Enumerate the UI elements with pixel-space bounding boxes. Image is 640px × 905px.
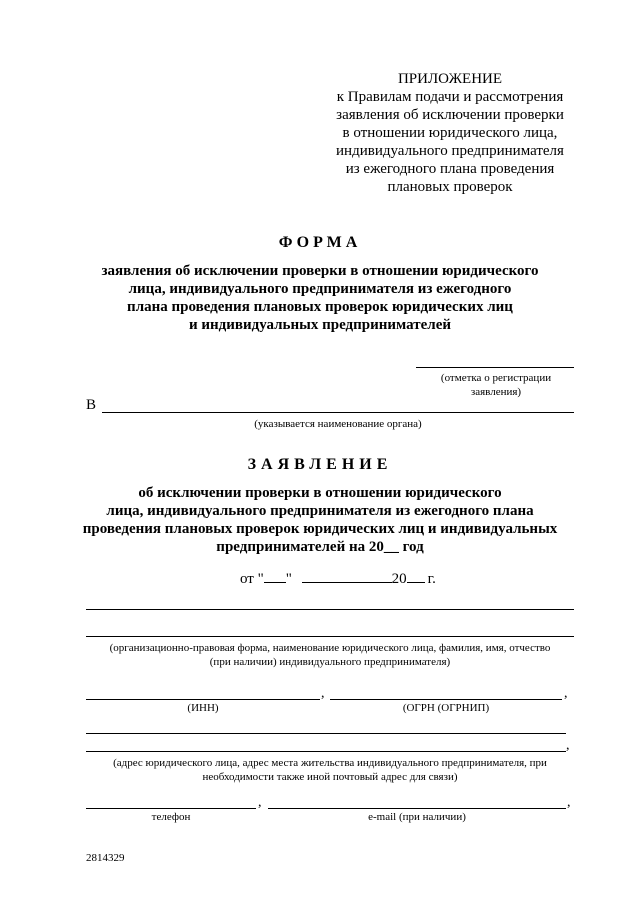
appendix-line: плановых проверок [387,179,513,195]
appendix-line: индивидуального предпринимателя [336,143,564,159]
date-from-label: от " [240,571,264,587]
address-field-line-2[interactable] [86,751,566,752]
registration-mark-caption [420,371,572,399]
statement-subtitle-line: лица, индивидуального предпринимателя из ежегодного плана [106,503,534,519]
form-subtitle-line: плана проведения плановых проверок юридических лиц [127,299,513,315]
phone-field[interactable] [86,808,256,809]
date-day-field[interactable] [264,568,286,583]
appendix-line: заявления об исключении проверки [336,107,564,123]
date-year-prefix: 20 [391,571,407,587]
statement-subtitle-line: проведения плановых проверок юридических лиц и индивидуальных [82,521,558,537]
applicant-caption-line: (при наличии) индивидуального предпринимателя) [209,656,451,668]
statement-subtitle [60,484,580,556]
document-number: 2814329 [86,852,125,864]
form-title: ФОРМА [278,234,362,251]
addressee-prefix: В [86,397,97,413]
addressee-field[interactable] [102,412,574,413]
appendix-line: из ежегодного плана проведения [345,161,555,177]
applicant-caption [86,641,574,669]
appendix-title: ПРИЛОЖЕНИЕ [397,71,503,87]
address-field-line-1[interactable] [86,733,566,734]
date-year-suffix: г. [427,571,436,587]
form-subtitle [60,262,580,334]
applicant-caption-line: (организационно-правовая форма, наименование юридического лица, фамилия, имя, отчество [109,642,551,654]
address-caption-line: необходимости также иной почтовый адрес для связи) [202,771,458,783]
registration-caption-line: (отметка о регистрации [440,372,552,384]
appendix-block [300,70,600,196]
ogrn-field[interactable] [330,699,562,700]
date-quote-close: " [285,571,292,587]
form-subtitle-line: заявления об исключении проверки в отношении юридического [101,263,539,279]
email-field[interactable] [268,808,566,809]
appendix-line: к Правилам подачи и рассмотрения [336,89,564,105]
phone-label: телефон [151,811,191,823]
date-year-field[interactable] [407,568,425,583]
applicant-field-line-2[interactable] [86,636,574,637]
email-comma: , [567,795,571,810]
form-subtitle-line: и индивидуальных предпринимателей [188,317,452,333]
date-month-field[interactable] [302,568,392,583]
inn-comma: , [321,686,325,701]
inn-field[interactable] [86,699,320,700]
address-caption [86,756,574,784]
statement-subtitle-line: предпринимателей на 20__ год [216,539,424,555]
date-row [240,568,436,588]
address-comma: , [566,738,570,753]
applicant-field-line-1[interactable] [86,609,574,610]
email-label: e-mail (при наличии) [368,811,466,823]
statement-title: ЗАЯВЛЕНИЕ [247,456,393,473]
registration-mark-field[interactable] [416,367,574,368]
ogrn-comma: , [564,686,568,701]
form-subtitle-line: лица, индивидуального предпринимателя из ежегодного [128,281,512,297]
addressee-caption: (указывается наименование органа) [254,418,422,430]
registration-caption-line: заявления) [470,386,522,398]
statement-subtitle-line: об исключении проверки в отношении юридического [138,485,502,501]
inn-label: (ИНН) [187,702,219,714]
phone-comma: , [258,795,262,810]
appendix-line: в отношении юридического лица, [342,125,558,141]
ogrn-label: (ОГРН (ОГРНИП) [402,702,490,714]
address-caption-line: (адрес юридического лица, адрес места жительства индивидуального предпринимателя, при [113,757,547,769]
